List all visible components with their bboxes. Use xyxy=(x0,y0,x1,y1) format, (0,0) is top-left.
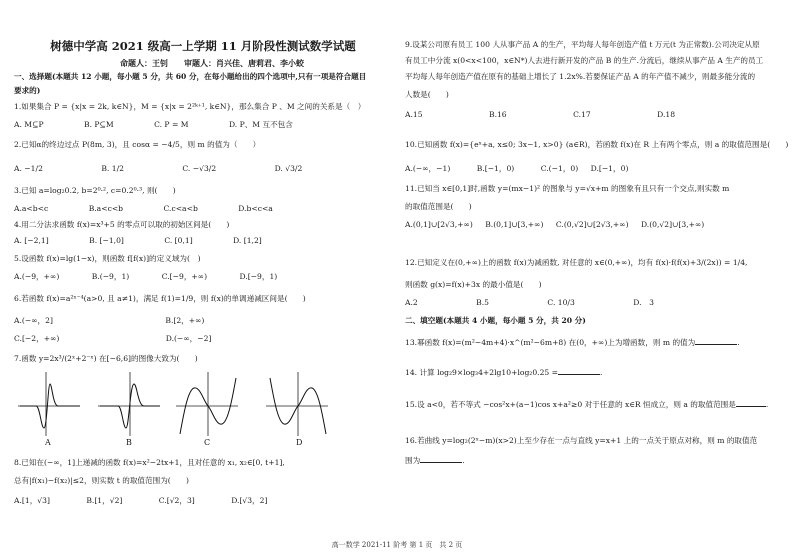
q7-label-a: A xyxy=(45,438,51,447)
q3-stem: 3.已知 a=log₂0.2, b=2⁰·², c=0.2⁰·³, 则( ) xyxy=(14,186,176,195)
q12-option-a: A.2 xyxy=(405,298,418,307)
q12-l2: 则函数 g(x)=f(x)+3x 的最小值是( ) xyxy=(405,280,542,289)
q9-option-c: C.17 xyxy=(573,110,591,119)
q12-options xyxy=(405,298,692,308)
q12-option-d: D. 3 xyxy=(633,298,654,307)
q1-option-a: A. M⊆P xyxy=(14,120,44,129)
page-footer: 高一数学 2021-11 阶考 第 1 页 共 2 页 xyxy=(331,541,463,549)
q1-options xyxy=(14,120,331,130)
q11-option-b: B.(0,1]∪[3,+∞) xyxy=(485,220,544,229)
q11-option-d: D.(0,√2]∪[3,+∞) xyxy=(640,220,705,229)
q5-option-c: C.[−9，+∞) xyxy=(161,272,208,281)
q5-option-b: B.(−9，1) xyxy=(91,272,130,281)
q6-options-row2 xyxy=(14,334,249,344)
q15-text: 15.设 a<0，若不等式 −cos²x+(a−1)cos x+a²≥0 对于任意的 x∈R 恒成立，则 a 的取值范围是 xyxy=(405,400,736,409)
q8-option-c: C.[√2，3] xyxy=(158,496,195,505)
q3-option-d: D.b<c<a xyxy=(238,204,273,213)
q4-stem: 4.用二分法求函数 f(x)=x³+5 的零点可以取的初始区间是( ) xyxy=(14,220,230,229)
q14: 14. 计算 log₂9×log₃4+2lg10+log₂0.25 = . xyxy=(405,368,603,377)
q9-l3: 平均每人每年创造产值在原有的基础上增长了 1.2x%.若要保证产品 A 的年产值不减少，则最多能分流的 xyxy=(405,72,756,81)
q8-option-b: B.[1，√2] xyxy=(86,496,123,505)
q2-option-b: B. 1/2 xyxy=(101,164,124,173)
q9-l1: 9.设某公司原有员工 100 人从事产品 A 的生产，平均每人每年创造产值 t 万元(t 为正常数).公司决定从原 xyxy=(405,40,760,49)
q16-l2-text: 围为 xyxy=(405,456,421,465)
q4-options xyxy=(14,236,300,246)
q7-label-c: C xyxy=(204,438,211,447)
q10-option-d: D.[−1，0) xyxy=(590,164,629,173)
q16-blank xyxy=(420,454,462,463)
q10-options xyxy=(405,164,666,174)
q4-option-a: A. [−2,1] xyxy=(14,236,49,245)
q4-option-c: C. [0,1] xyxy=(164,236,193,245)
q12-l1: 12.已知定义在(0,+∞)上的函数 f(x)为减函数, 对任意的 x∈(0,+∞)，均有 f(x)·f(f(x)+3/(2x)) = 1/4, xyxy=(405,258,748,267)
q5-options xyxy=(14,272,315,282)
q5-stem: 5.设函数 f(x)=lg(1−x)，则函数 f[f(x)]的定义域为( ) xyxy=(14,254,201,263)
q9-option-d: D.18 xyxy=(657,110,676,119)
q1-option-c: C. P = M xyxy=(154,120,189,129)
q9-option-b: B.16 xyxy=(488,110,507,119)
q8-options xyxy=(14,496,305,506)
q9-l4: 人数是( ) xyxy=(405,90,449,99)
section1-heading-l1: 一、选择题(本题共 12 小题，每小题 5 分，共 60 分，在每小题给出的四个选项中,只有一项是符合题目 xyxy=(14,72,367,81)
q14-text: 14. 计算 log₂9×log₃4+2lg10+log₂0.25 = xyxy=(405,368,559,377)
section2-heading: 二、填空题(本题共 4 小题，每小题 5 分，共 20 分) xyxy=(405,316,586,325)
q2-stem: 2.已知α的终边过点 P(8m, 3)，且 cosα = −4/5，则 m 的值为（ ） xyxy=(14,140,261,149)
q6-stem: 6.若函数 f(x)=a²ˣ⁻⁴(a>0, 且 a≠1)，满足 f(1)=1/9，则 f(x)的单调递减区间是( ) xyxy=(14,294,306,303)
q5-option-a: A.(−9，+∞) xyxy=(14,272,60,281)
q16-l2: 围为 . xyxy=(405,456,465,465)
q2-option-d: D. √3/2 xyxy=(274,164,303,173)
q6-option-c: C.[−2，+∞) xyxy=(14,334,60,343)
section1-heading-l2: 要求的) xyxy=(14,86,41,95)
q10-stem: 10.已知函数 f(x)={eˣ+a, x≤0; 3x−1, x>0} (a∈R)，若函数 f(x)在 R 上有两个零点，则 a 的取值范围是( ) xyxy=(405,140,789,149)
q3-option-c: C.c<a<b xyxy=(163,204,198,213)
q6-option-b: B.[2，+∞) xyxy=(165,316,205,325)
q8-option-a: A.[1，√3] xyxy=(14,496,50,505)
q15: 15.设 a<0，若不等式 −cos²x+(a−1)cos x+a²≥0 对于任意的 x∈R 恒成立，则 a 的取值范围是 . xyxy=(405,400,769,409)
q8-stem-l1: 8.已知在(−∞，1]上递减的函数 f(x)=x²−2tx+1，且对任意的 x₁, x₂∈[0, t+1], xyxy=(14,458,285,467)
q2-option-c: C. −√3/2 xyxy=(182,164,217,173)
q7-label-d: D xyxy=(296,438,303,447)
q11-option-a: A.(0,1]∪[2√3,+∞) xyxy=(405,220,473,229)
q9-option-a: A.15 xyxy=(405,110,423,119)
q7-graph-c xyxy=(176,372,240,436)
q15-blank xyxy=(736,398,766,407)
q1-option-d: D. P、M 互不包含 xyxy=(228,120,293,129)
q8-option-d: D.[√3，2] xyxy=(231,496,268,505)
q2-options xyxy=(14,164,340,174)
q4-option-b: B. [−1,0] xyxy=(89,236,124,245)
q3-option-b: B.a<c<b xyxy=(88,204,124,213)
q10-option-b: B.[−1，0) xyxy=(476,164,515,173)
q13-text: 13.幂函数 f(x)=(m²−4m+4)·x^(m²−6m+8) 在(0，+∞)上为增函数，则 m 的值为 xyxy=(405,338,696,347)
q11-l1: 11.已知当 x∈[0,1]时,函数 y=(mx−1)² 的图象与 y=√x+m 的图象有且只有一个交点,则实数 m xyxy=(405,184,730,193)
q9-options xyxy=(405,110,713,120)
q8-stem-l2: 总有|f(x₁)−f(x₂)|≤2，则实数 t 的取值范围为( ) xyxy=(14,476,189,485)
q13-blank xyxy=(695,336,737,345)
q1-option-b: B. P⊆M xyxy=(83,120,114,129)
q10-option-a: A.(−∞，−1) xyxy=(405,164,451,173)
q11-option-c: C.(0,√2]∪[2√3,+∞) xyxy=(555,220,629,229)
q7-stem: 7.函数 y=2x³/(2ˣ+2⁻ˣ) 在[−6,6]的图像大致为( ) xyxy=(14,354,198,363)
q16-l1: 16.若曲线 y=log₂(2ˣ−m)(x>2)上至少存在一点与直线 y=x+1 上的一点关于原点对称，则 m 的取值范 xyxy=(405,436,758,445)
q11-l2: 的取值范围是( ) xyxy=(405,202,472,211)
q6-option-d: D.(−∞，−2] xyxy=(165,334,212,343)
q13: 13.幂函数 f(x)=(m²−4m+4)·x^(m²−6m+8) 在(0，+∞)上为增函数，则 m 的值为 . xyxy=(405,338,740,347)
q14-blank xyxy=(558,366,600,375)
q6-options-row1 xyxy=(14,316,242,326)
q7-graph-d xyxy=(266,372,330,436)
q7-label-b: B xyxy=(126,438,132,447)
q7-graph-b xyxy=(98,372,162,436)
q10-option-c: C.(−1，0) xyxy=(540,164,579,173)
q6-option-a: A.(−∞，2] xyxy=(14,316,53,325)
q12-option-b: B.5 xyxy=(476,298,489,307)
authors-line: 命题人：王钊 审题人：肖兴佳、唐莉君、李小蛟 xyxy=(120,58,304,68)
q4-option-d: D. [1,2] xyxy=(233,236,262,245)
q2-option-a: A. −1/2 xyxy=(14,164,43,173)
exam-title: 树德中学高 2021 级高一上学期 11 月阶段性测试数学试题 xyxy=(50,39,356,53)
q5-option-d: D.[−9，1) xyxy=(239,272,278,281)
q11-options xyxy=(405,220,742,230)
q7-graph-a xyxy=(18,372,82,436)
q1-stem: 1.如果集合 P = {x|x = 2k, k∈N}，M = {x|x = 2²ᵏ⁺¹, k∈N}，那么集合 P 、M 之间的关系是（ ） xyxy=(14,102,366,111)
q3-options xyxy=(14,204,311,214)
q3-option-a: A.a<b<c xyxy=(14,204,49,213)
q12-option-c: C. 10/3 xyxy=(547,298,575,307)
q9-l2: 有员工中分流 x(0<x<100，x∈N*)人去进行新开发的产品 B 的生产.分流后，继续从事产品 A 生产的员工 xyxy=(405,56,764,65)
